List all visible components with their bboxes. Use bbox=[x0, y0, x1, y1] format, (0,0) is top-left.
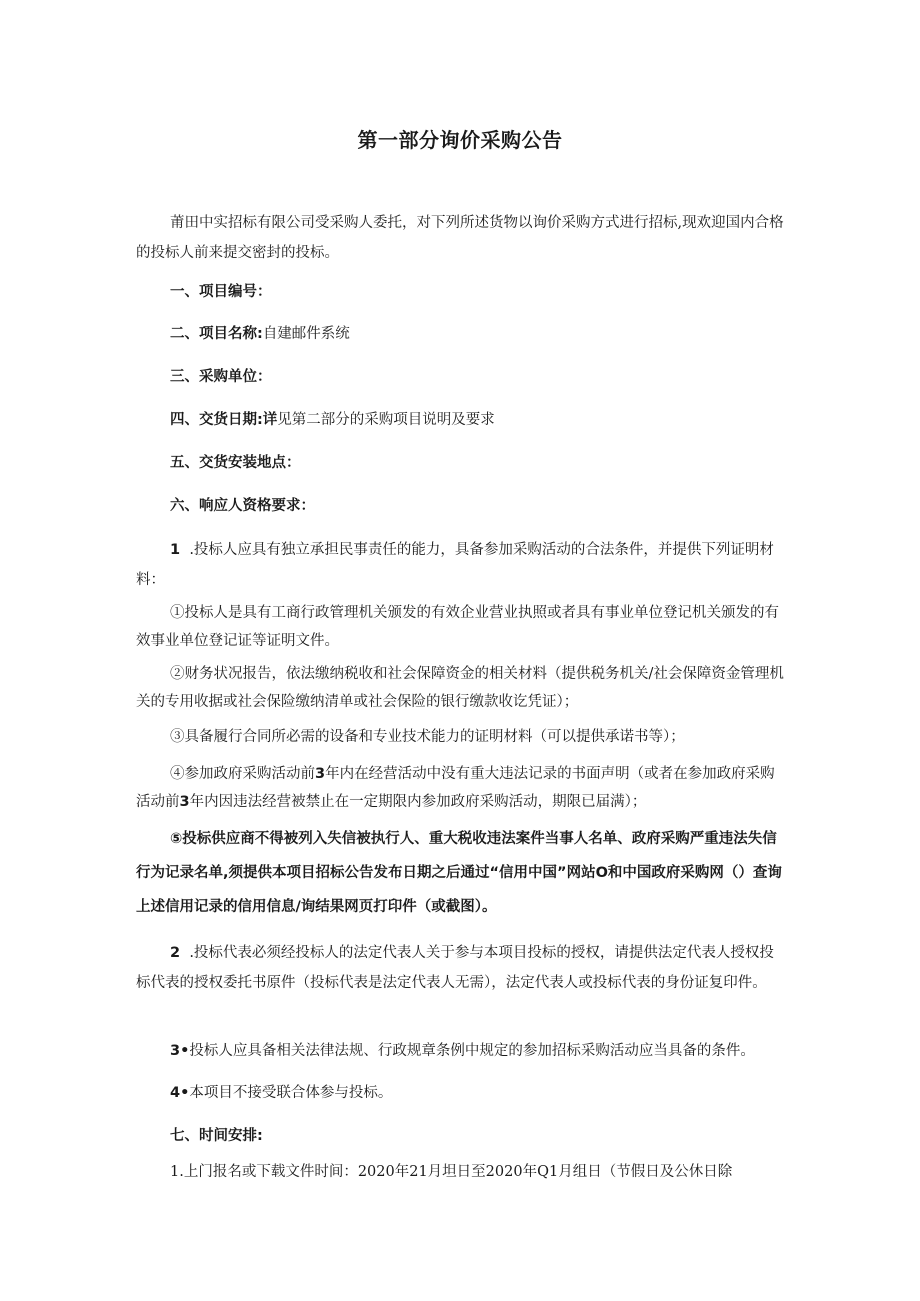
sub-item-4-part-b: 年内在经营活动中没有重大违法记录的书面声明（或者在参加政府采购活动前 bbox=[136, 766, 775, 810]
requirement-text: .投标代表必须经投标人的法定代表人关于参与本项目投标的授权，请提供法定代表人授权投标代表的授权委托书原件（投标代表是法定代表人无需），法定代表人或投标代表的身份证复印件。 bbox=[136, 945, 774, 991]
section-label: 一、项目编号： bbox=[170, 284, 272, 300]
requirement-3 bbox=[136, 1036, 788, 1066]
sub-item-4 bbox=[136, 760, 788, 816]
requirement-number: 4• bbox=[170, 1085, 190, 1101]
section-delivery-location bbox=[170, 451, 301, 475]
section-delivery-date bbox=[170, 408, 495, 432]
schedule-item-1: 1.上门报名或下载文件时间：2020年21月坦日至2020年Q1月组日（节假日及公休日除 bbox=[170, 1164, 733, 1180]
page-title: 第一部分询价采购公告 bbox=[357, 128, 563, 152]
section-qualifications bbox=[170, 494, 315, 518]
sub-item-3: ③具备履行合同所必需的设备和专业技术能力的证明材料（可以提供承诺书等）； bbox=[170, 729, 685, 745]
requirement-text: .投标人应具有独立承担民事责任的能力，具备参加采购活动的合法条件，并提供下列证明材料： bbox=[136, 542, 774, 588]
sub-item-4-years-2: 3 bbox=[179, 794, 190, 810]
requirement-4 bbox=[136, 1078, 788, 1108]
section-schedule bbox=[170, 1124, 263, 1148]
sub-item-1: ①投标人是具有工商行政管理机关颁发的有效企业营业执照或者具有事业单位登记机关颁发的有效事业单位登记证等证明文件。 bbox=[136, 605, 779, 649]
sub-item-4-part-a: ④参加政府采购活动前 bbox=[170, 766, 315, 782]
requirement-2 bbox=[136, 938, 788, 998]
section-value: 见第二部分的采购项目说明及要求 bbox=[277, 412, 495, 428]
requirement-text: 本项目不接受联合体参与投标。 bbox=[189, 1085, 393, 1101]
requirement-number: 3• bbox=[170, 1043, 190, 1059]
section-project-number bbox=[170, 280, 272, 304]
section-value: 自建邮件系统 bbox=[262, 326, 350, 342]
requirement-number: 1 bbox=[170, 542, 181, 558]
requirement-number: 2 bbox=[170, 945, 181, 961]
section-label: 四、交货日期:详 bbox=[170, 412, 278, 428]
sub-item-5: ⑤投标供应商不得被列入失信被执行人、重大税收违法案件当事人名单、政府采购严重违法失信行为记录名单,须提供本项目招标公告发布日期之后通过“信用中国”网站O和中国政府采购网（）查询上述信用记录的信用信息/询结果网页打印件（或截图）。 bbox=[136, 831, 782, 915]
sub-item-4-part-c: 年内因违法经营被禁止在一定期限内参加政府采购活动，期限已届满）； bbox=[189, 794, 647, 810]
section-label: 七、时间安排: bbox=[170, 1128, 263, 1144]
section-purchaser bbox=[170, 365, 272, 389]
section-label: 二、项目名称: bbox=[170, 326, 263, 342]
sub-item-2: ②财务状况报告，依法缴纳税收和社会保障资金的相关材料（提供税务机关/社会保障资金管理机关的专用收据或社会保险缴纳清单或社会保险的银行缴款收讫凭证）； bbox=[136, 666, 784, 710]
section-project-name bbox=[170, 322, 350, 346]
section-label: 六、响应人资格要求： bbox=[170, 498, 315, 514]
sub-item-4-years-1: 3 bbox=[315, 766, 326, 782]
intro-paragraph: 莆田中实招标有限公司受采购人委托，对下列所述货物以询价采购方式进行招标,现欢迎国内合格的投标人前来提交密封的投标。 bbox=[136, 215, 784, 261]
requirement-text: 投标人应具备相关法律法规、行政规章条例中规定的参加招标采购活动应当具备的条件。 bbox=[189, 1043, 755, 1059]
requirement-1 bbox=[136, 535, 788, 595]
section-label: 三、采购单位： bbox=[170, 369, 272, 385]
section-label: 五、交货安装地点： bbox=[170, 455, 301, 471]
